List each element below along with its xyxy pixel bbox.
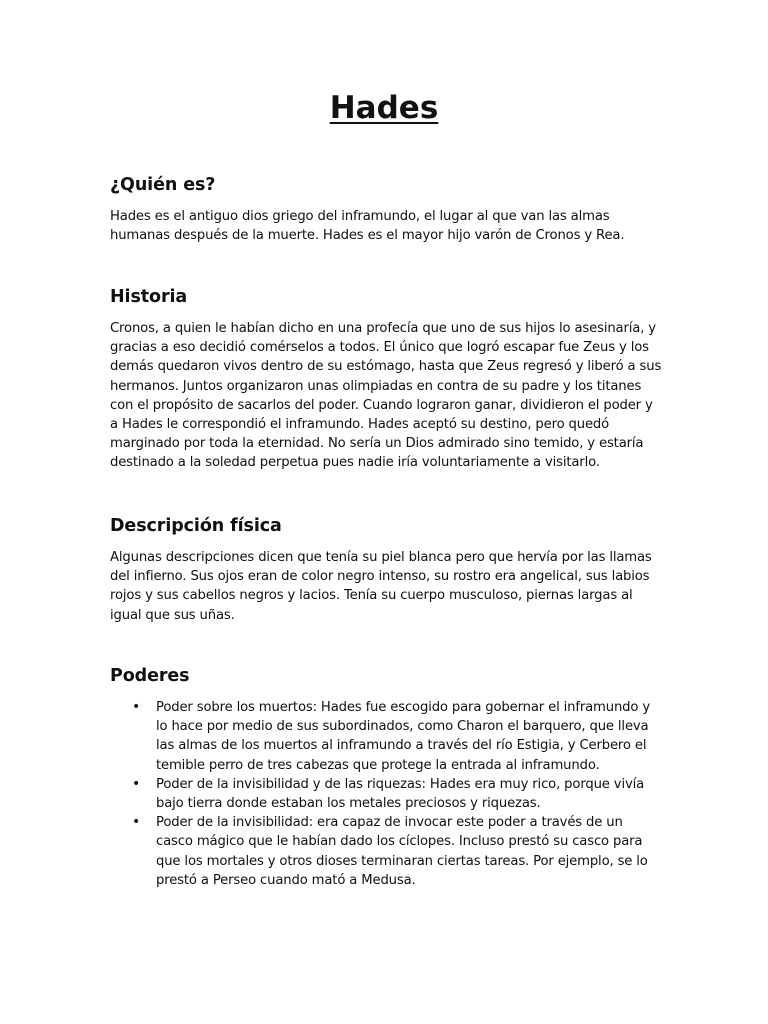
bullet-icon: • (132, 699, 141, 715)
section-paragraph: Hades es el antiguo dios griego del inframundo, el lugar al que van las almas humanas después de la muerte. Hades es el mayor hijo varón de Cronos y Rea. (110, 209, 625, 244)
bullet-icon: • (132, 814, 141, 831)
section-heading: Poderes (110, 666, 190, 686)
section-poderes (110, 664, 662, 890)
list-item (110, 775, 662, 813)
section-quien-es (110, 173, 662, 245)
bullet-icon: • (132, 775, 141, 792)
section-heading: Descripción física (110, 516, 282, 536)
section-historia (110, 285, 662, 473)
section-descripcion-fisica (110, 514, 662, 625)
list-item (110, 813, 662, 890)
list-item-text: Poder de la invisibilidad y de las riquezas: Hades era muy rico, porque vivía bajo tierra donde estaban los metales preciosos y riquezas. (156, 776, 645, 812)
list-item-text: Poder de la invisibilidad: era capaz de invocar este poder a través de un casco mágico que le habían dado los cíclopes. Incluso prestó su casco para que los mortales y otros dioses terminaran ciertas tareas. Por ejemplo, se lo prestó a Perseo cuando mató a Medusa. (156, 815, 648, 888)
section-paragraph: Cronos, a quien le habían dicho en una profecía que uno de sus hijos lo asesinaría, y gracias a eso decidió comérselos a todos. El único que logró escapar fue Zeus y los demás quedaron vivos dentro de su estómago, hasta que Zeus regresó y liberó a sus hermanos. Juntos organizaron unas olimpiadas en contra de su padre y los titanes con el propósito de sacarlos del poder. Cuando lograron ganar, dividieron el poder y a Hades le correspondió el inframundo. Hades aceptó su destino, pero quedó marginado por toda la eternidad. No sería un Dios admirado sino temido, y estaría destinado a la soledad perpetua pues nadie iría voluntariamente a visitarlo. (110, 321, 662, 471)
list-item (110, 698, 662, 775)
document-title: Hades (329, 90, 439, 126)
powers-list (110, 698, 662, 890)
list-item-text: Poder sobre los muertos: Hades fue escogido para gobernar el inframundo y lo hace por medio de sus subordinados, como Charon el barquero, que lleva las almas de los muertos al inframundo a través del río Estigia, y Cerbero el temible perro de tres cabezas que protege la entrada al inframundo. (156, 700, 650, 773)
section-heading: Historia (110, 287, 188, 307)
section-paragraph: Algunas descripciones dicen que tenía su piel blanca pero que hervía por las llamas del infierno. Sus ojos eran de color negro intenso, su rostro era angelical, sus labios rojos y sus cabellos negros y lacios. Tenía su cuerpo musculoso, piernas largas al igual que sus uñas. (110, 550, 652, 623)
section-heading: ¿Quién es? (110, 175, 216, 195)
